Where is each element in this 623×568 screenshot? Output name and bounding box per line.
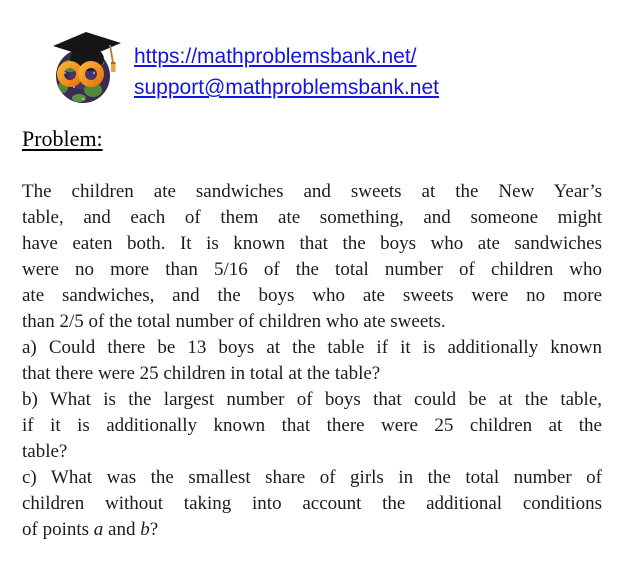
problem-text: [22, 179, 602, 543]
mathproblemsbank-logo: [50, 29, 124, 107]
header-links: [134, 41, 439, 103]
text-line: if it is additionally known that there were 25 children at the: [22, 415, 602, 436]
text-line: The children ate sandwiches and sweets at the New Year’s: [22, 181, 602, 202]
text-segment: ?: [149, 519, 159, 540]
tassel-icon: [110, 45, 116, 72]
logo-graphic: [50, 29, 124, 107]
text-segment: of points: [22, 519, 94, 540]
text-line: c) What was the smallest share of girls in the total number of: [22, 467, 602, 488]
text-line: table, and each of them ate something, and someone might: [22, 207, 602, 228]
text-line: b) What is the largest number of boys that could be at the table,: [22, 389, 602, 410]
text-line: ate sandwiches, and the boys who ate sweets were no more: [22, 285, 602, 306]
support-email-link[interactable]: support@mathproblemsbank.net: [134, 76, 439, 99]
text-line: have eaten both. It is known that the boys who ate sandwiches: [22, 233, 602, 254]
problem-heading: Problem:: [22, 126, 103, 151]
text-line: that there were 25 children in total at the table?: [22, 363, 381, 384]
paragraph-question-a: [22, 335, 602, 387]
text-line: a) Could there be 13 boys at the table if it is additionally known: [22, 337, 602, 358]
paragraph-question-b: [22, 387, 602, 465]
paragraph-question-c: [22, 465, 602, 543]
paragraph-intro: [22, 179, 602, 335]
text-line: [22, 517, 602, 543]
text-segment: and: [103, 519, 141, 540]
math-variable-b: b: [140, 519, 150, 540]
text-line: than 2/5 of the total number of children who ate sweets.: [22, 311, 446, 332]
text-line: children without taking into account the additional conditions: [22, 493, 602, 514]
site-link[interactable]: https://mathproblemsbank.net/: [134, 45, 417, 68]
math-variable-a: a: [93, 519, 104, 540]
text-line: table?: [22, 441, 68, 462]
text-line: were no more than 5/16 of the total number of children who: [22, 259, 602, 280]
